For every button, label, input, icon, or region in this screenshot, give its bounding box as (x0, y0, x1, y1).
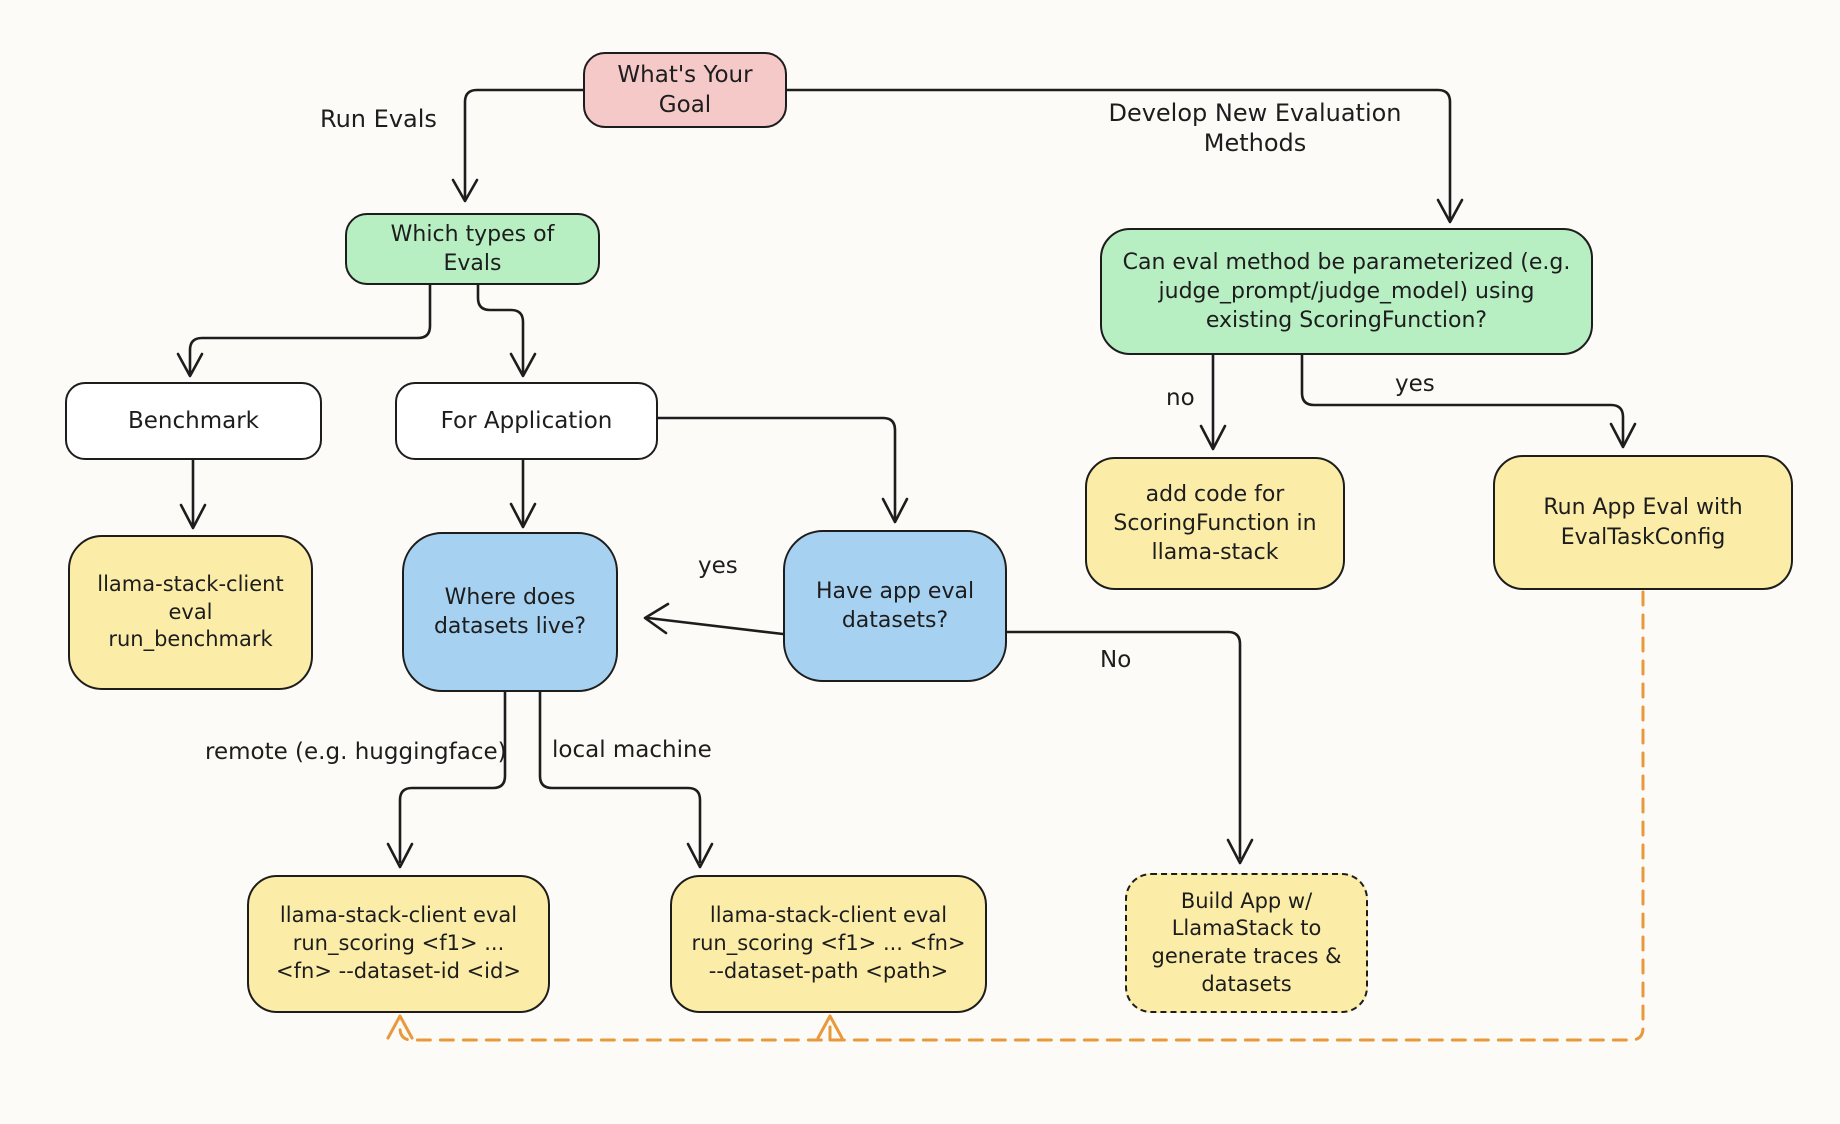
edge-label-yes-parameterize: yes (1395, 371, 1435, 397)
arrow-have-datasets-to-where-live-yes (645, 604, 783, 634)
node-run-app-eval-with-evaltaskconfig (1493, 455, 1793, 590)
edge-label-develop-new-evaluation-methods: Develop New Evaluation Methods (1108, 99, 1402, 157)
arrow-where-live-to-run-scoring-id-remote (388, 692, 505, 867)
node-which-types-of-evals (345, 213, 600, 285)
edge-label-no-parameterize: no (1166, 385, 1195, 411)
arrow-which-types-to-benchmark (178, 285, 430, 376)
node-build-app-with-llamastack (1125, 873, 1368, 1013)
node-label: Have app eval datasets? (815, 578, 975, 633)
arrow-which-types-to-for-application (478, 285, 535, 376)
node-label: Run App Eval with EvalTaskConfig (1543, 495, 1743, 550)
edge-label-no-have-datasets: No (1100, 647, 1132, 673)
arrow-can-parameterize-to-run-app-eval-yes (1302, 355, 1635, 447)
arrow-for-application-to-where-live (511, 460, 535, 527)
arrow-benchmark-to-run-benchmark (181, 460, 205, 528)
node-label: What's Your Goal (617, 61, 753, 118)
node-label: Can eval method be parameterized (e.g. judge_prompt/judge_model) using existing ScoringFunction? (1122, 249, 1571, 334)
node-label: For Application (440, 407, 613, 434)
node-run-scoring-dataset-path-command (670, 875, 987, 1013)
node-label: Benchmark (127, 407, 259, 434)
node-have-app-eval-datasets (783, 530, 1007, 682)
node-label: Build App w/ LlamaStack to generate traces & datasets (1151, 888, 1342, 996)
arrow-where-live-to-run-scoring-path-local (540, 692, 712, 867)
arrow-for-application-to-have-datasets (658, 418, 907, 522)
edge-label-local-machine: local machine (552, 737, 712, 763)
node-run-scoring-dataset-id-command (247, 875, 550, 1013)
arrow-can-parameterize-to-add-code-no (1201, 355, 1225, 449)
node-where-does-datasets-live (402, 532, 618, 692)
node-add-code-for-scoringfunction (1085, 457, 1345, 590)
arrow-goal-to-which-types (453, 90, 583, 201)
node-for-application (395, 382, 658, 460)
node-run-benchmark-command (68, 535, 313, 690)
node-label: llama-stack-client eval run_benchmark (97, 571, 284, 652)
edge-label-remote-huggingface: remote (e.g. huggingface) (205, 739, 507, 765)
node-label: llama-stack-client eval run_scoring <f1> ... <fn> --dataset-id <id> (276, 903, 521, 983)
node-label: Where does datasets live? (433, 584, 587, 639)
edge-label-yes-have-datasets: yes (698, 553, 738, 579)
node-label: llama-stack-client eval run_scoring <f1> ... <fn> --dataset-path <path> (691, 903, 966, 983)
node-can-eval-method-be-parameterized (1100, 228, 1593, 355)
node-label: add code for ScoringFunction in llama-stack (1113, 481, 1317, 566)
node-benchmark (65, 382, 322, 460)
node-label: Which types of Evals (390, 221, 555, 276)
edge-label-run-evals: Run Evals (320, 105, 437, 133)
node-whats-your-goal (583, 52, 787, 128)
